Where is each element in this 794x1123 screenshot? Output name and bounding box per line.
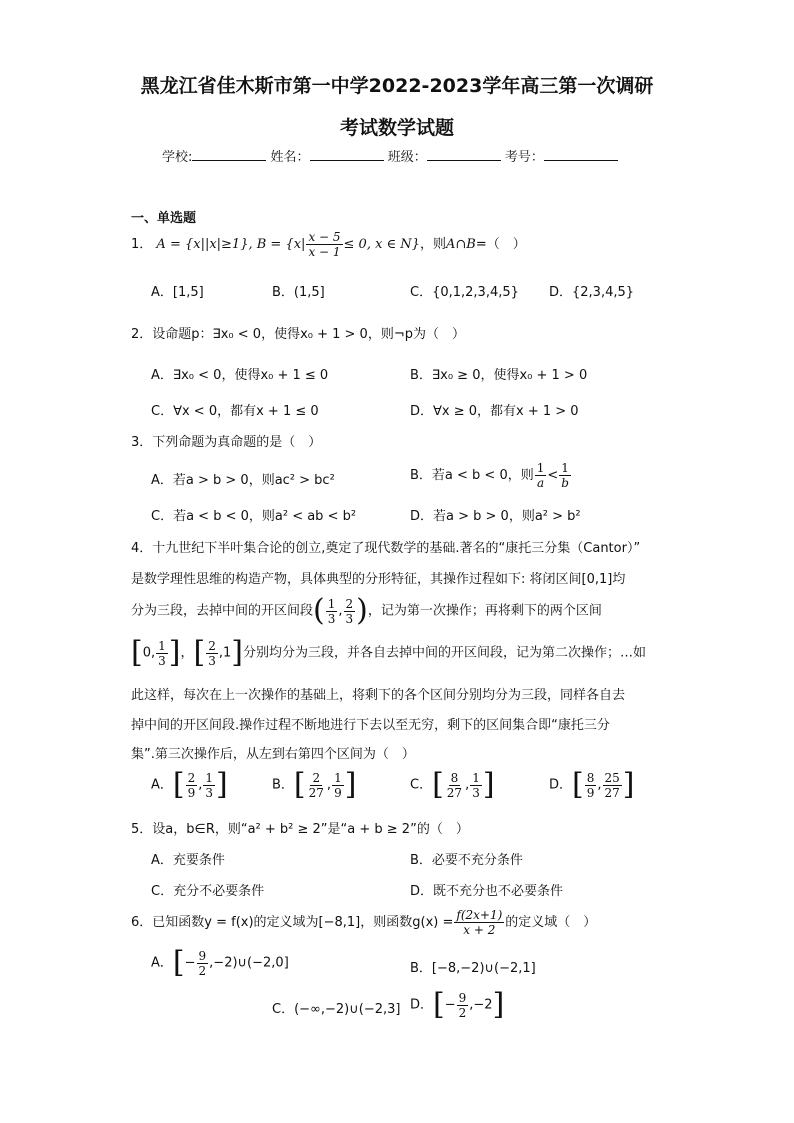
q1-option-a[interactable]: A．[1,5]: [151, 285, 204, 300]
q4-interval-open-left: (: [313, 593, 325, 628]
q6-stem: 6．已知函数y = f(x)的定义域为[−8,1]，则函数g(x) = $\frac{f(2x+1)}{x + 2}$ 的定义域（ ）: [131, 908, 597, 937]
school-blank[interactable]: [192, 148, 266, 161]
q1-option-b[interactable]: B．(1,5]: [272, 285, 325, 300]
q1-set-b: ≤ 0, x ∈ N}: [343, 237, 420, 252]
q4-line-1: 4．十九世纪下半叶集合论的创立,奠定了现代数学的基础.著名的“康托三分集（Cantor）”: [131, 541, 641, 556]
q4-line-5: 此这样，每次在上一次操作的基础上，将剩下的各个区间分别均分为三段，同样各自去: [131, 688, 626, 703]
q4-line-6: 掉中间的开区间段.操作过程不断地进行下去以至无穷，剩下的区间集合即“康托三分: [131, 718, 610, 733]
q1-fraction: $\frac{x - 5}{x - 1}$: [308, 230, 341, 259]
number-label: 考号：: [504, 150, 544, 165]
title-line-1: 黑龙江省佳木斯市第一中学2022-2023学年高三第一次调研: [140, 75, 654, 97]
q6-option-d[interactable]: D．[− $\frac{9}{2}$ ,−2]: [410, 987, 505, 1022]
name-blank[interactable]: [310, 148, 384, 161]
section-heading: 一、单选题: [131, 211, 197, 226]
name-label: 姓名：: [270, 150, 310, 165]
q4-line-3: 分为三段，去掉中间的开区间段( $\frac{1}{3}$ , $\frac{2}{3}$ )，记为第一次操作；再将剩下的两个区间: [131, 593, 602, 628]
q4-line-7: 集”.第三次操作后，从左到右第四个区间为（ ）: [131, 747, 415, 762]
q4-option-d[interactable]: D．[ $\frac{8}{9}$ , $\frac{25}{27}$ ]: [549, 767, 635, 802]
q1-intersection: A∩B: [445, 237, 476, 252]
q4-line-2: 是数学理性思维的构造产物，具体典型的分形特征，其操作过程如下: 将闭区间[0,1]均: [131, 572, 626, 587]
q2-option-a[interactable]: A．∃x₀ < 0，使得x₀ + 1 ≤ 0: [151, 368, 329, 383]
title-line-2: 考试数学试题: [339, 117, 454, 139]
q1-set-a: A = {x||x|≥1}, B = {x|: [156, 237, 306, 252]
q1-then: ，则: [419, 237, 446, 252]
q3-frac-1-over-b: $\frac{1}{b}$: [561, 461, 569, 490]
q2-option-d[interactable]: D．∀x ≥ 0，都有x + 1 > 0: [410, 404, 579, 419]
q3-option-d[interactable]: D．若a > b > 0，则a² > b²: [410, 509, 581, 524]
q4-interval-open-right: ): [356, 593, 368, 628]
q4-line-4: [0, $\frac{1}{3}$ ]，[ $\frac{2}{3}$ ,1]分别均分为三段，并各自去掉中间的开区间段，记为第二次操作；…如: [131, 635, 647, 670]
q5-option-d[interactable]: D．既不充分也不必要条件: [410, 884, 564, 899]
q5-option-b[interactable]: B．必要不充分条件: [410, 853, 523, 868]
q1-option-d[interactable]: D．{2,3,4,5}: [549, 285, 635, 300]
q4-option-a[interactable]: A．[ $\frac{2}{9}$ , $\frac{1}{3}$ ]: [151, 767, 228, 802]
student-info-line: [162, 146, 618, 165]
q5-stem: 5．设a，b∈R，则“a² + b² ≥ 2”是“a + b ≥ 2”的（ ）: [131, 822, 469, 837]
class-label: 班级：: [387, 150, 427, 165]
q5-option-a[interactable]: A．充要条件: [151, 853, 225, 868]
q1-option-c[interactable]: C．{0,1,2,3,4,5}: [410, 285, 519, 300]
q6-fraction: $\frac{f(2x+1)}{x + 2}$: [456, 908, 503, 937]
q6-option-b[interactable]: B．[−8,−2)∪(−2,1]: [410, 961, 536, 976]
q5-option-c[interactable]: C．充分不必要条件: [151, 884, 265, 899]
q1-stem: [131, 230, 526, 259]
q1-number: 1．: [131, 237, 153, 252]
q2-option-b[interactable]: B．∃x₀ ≥ 0，使得x₀ + 1 > 0: [410, 368, 588, 383]
q6-option-a[interactable]: A．[− $\frac{9}{2}$ ,−2)∪(−2,0]: [151, 945, 289, 980]
number-blank[interactable]: [544, 148, 618, 161]
q3-option-a[interactable]: A．若a > b > 0，则ac² > bc²: [151, 473, 335, 488]
q4-option-c[interactable]: C．[ $\frac{8}{27}$ , $\frac{1}{3}$ ]: [410, 767, 495, 802]
q3-option-c[interactable]: C．若a < b < 0，则a² < ab < b²: [151, 509, 357, 524]
q3-option-b[interactable]: B．若a < b < 0，则 $\frac{1}{a}$ < $\frac{1}{b}$: [410, 461, 569, 490]
q1-blank: =（ ）: [475, 237, 526, 252]
class-blank[interactable]: [427, 148, 501, 161]
q2-option-c[interactable]: C．∀x < 0，都有x + 1 ≤ 0: [151, 404, 319, 419]
q6-option-c[interactable]: C．(−∞,−2)∪(−2,3]: [272, 1002, 401, 1017]
q2-stem: 2．设命题p：∃x₀ < 0，使得x₀ + 1 > 0，则¬p为（ ）: [131, 327, 465, 342]
school-label: 学校:: [162, 150, 193, 165]
q3-frac-1-over-a: $\frac{1}{a}$: [536, 461, 545, 490]
q4-option-b[interactable]: B．[ $\frac{2}{27}$ , $\frac{1}{9}$ ]: [272, 767, 357, 802]
q3-stem: 3．下列命题为真命题的是（ ）: [131, 435, 322, 450]
